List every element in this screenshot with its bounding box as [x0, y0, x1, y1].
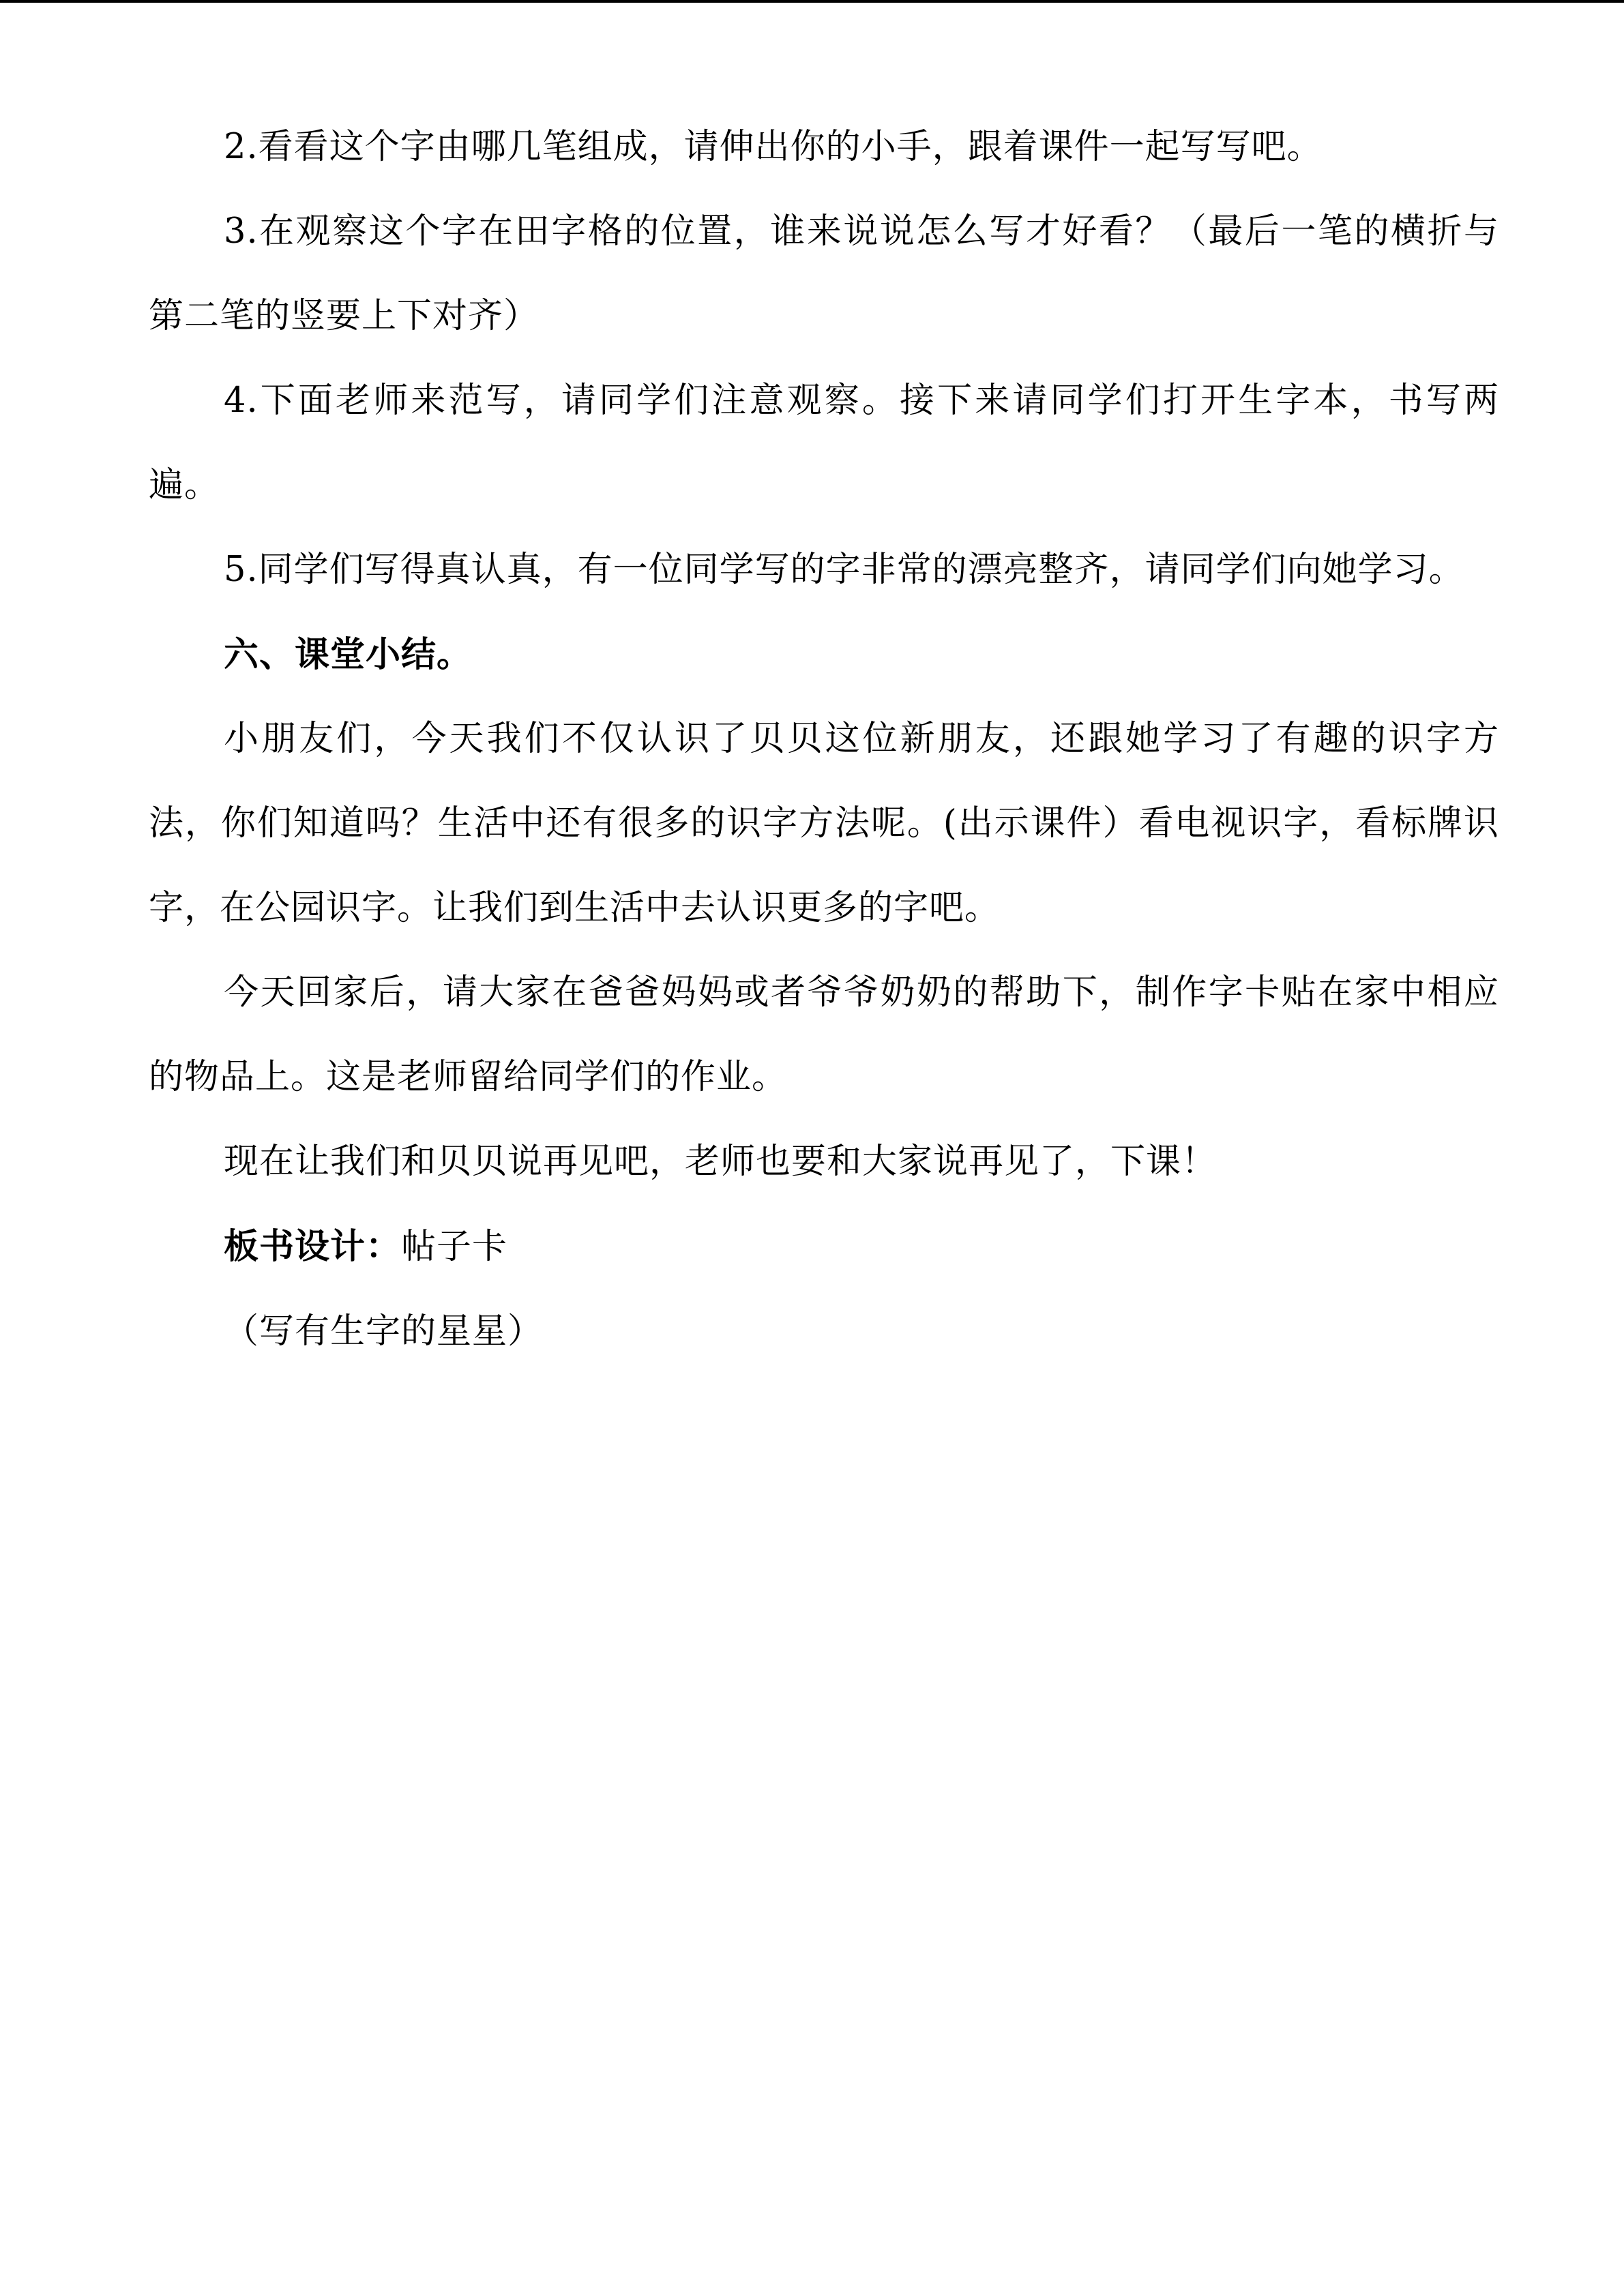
section-heading: 六、课堂小结。: [224, 634, 473, 675]
step-5-paragraph: 5.同学们写得真认真，有一位同学写的字非常的漂亮整齐，请同学们向她学习。: [224, 550, 1464, 590]
step-2-paragraph: 2.看看这个字由哪几笔组成，请伸出你的小手，跟着课件一起写写吧。: [224, 127, 1323, 167]
board-design-note: （写有生字的星星）: [224, 1311, 544, 1352]
summary-paragraph-3: 现在让我们和贝贝说再见吧，老师也要和大家说再见了，下课！: [224, 1142, 1217, 1182]
summary-paragraph-1: 小朋友们，今天我们不仅认识了贝贝这位新朋友，还跟她学习了有趣的识字方法，你们知道吗？生活中还有很多的识字方法呢。(出示课件）看电视识字，看标牌识字，在公园识字。让我们到生活中去认识更多的字吧。: [149, 719, 1499, 928]
board-design-line: [149, 1204, 1499, 1289]
board-design-value: 帖子卡: [401, 1227, 508, 1267]
summary-paragraph-2: 今天回家后，请大家在爸爸妈妈或者爷爷奶奶的帮助下，制作字卡贴在家中相应的物品上。这是老师留给同学们的作业。: [149, 972, 1499, 1097]
step-3-paragraph: 3.在观察这个字在田字格的位置，谁来说说怎么写才好看？（最后一笔的横折与第二笔的竖要上下对齐）: [149, 211, 1499, 336]
document-body: [149, 105, 1499, 1374]
board-design-label: 板书设计：: [224, 1226, 402, 1267]
step-4-paragraph: 4.下面老师来范写，请同学们注意观察。接下来请同学们打开生字本，书写两遍。: [149, 381, 1499, 505]
